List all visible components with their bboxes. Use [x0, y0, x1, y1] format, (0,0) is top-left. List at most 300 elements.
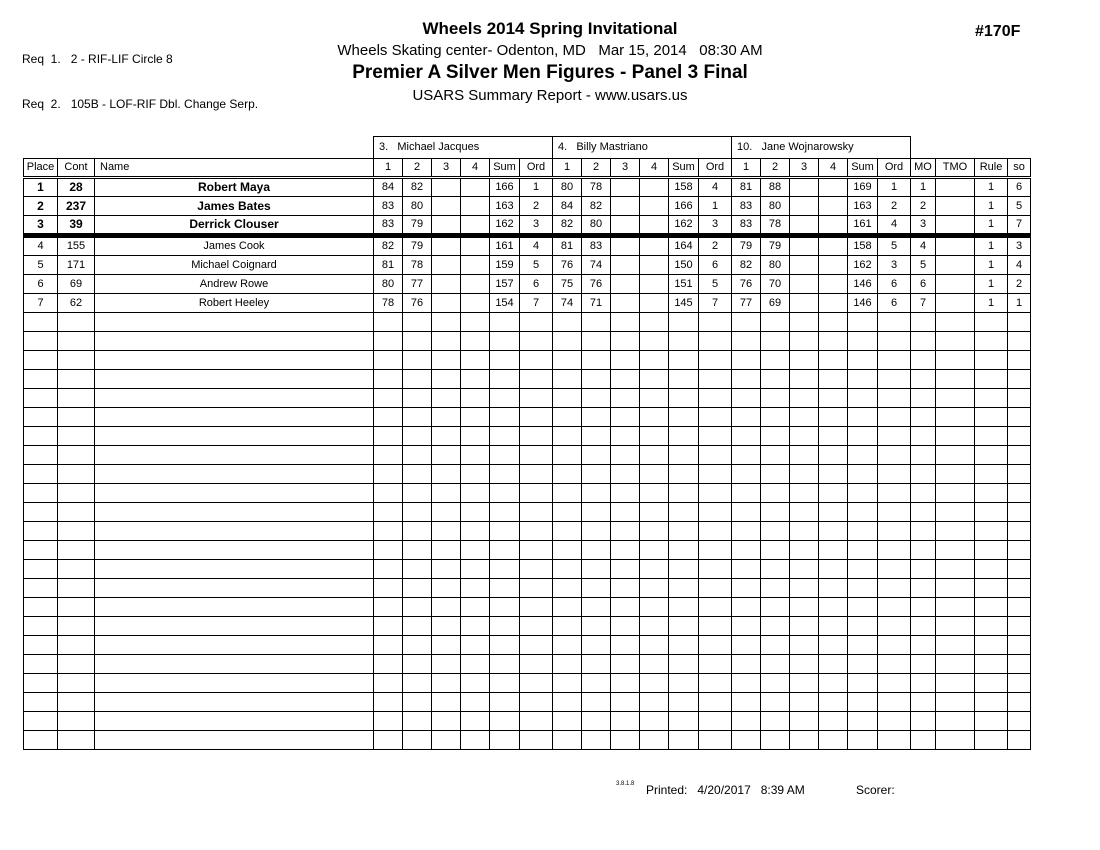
score-cell — [819, 408, 848, 427]
name-cell: Andrew Rowe — [95, 275, 374, 294]
score-cell: 78 — [761, 216, 790, 236]
score-cell — [790, 408, 819, 427]
score-cell — [403, 503, 432, 522]
score-cell — [611, 351, 640, 370]
score-cell — [461, 560, 490, 579]
score-cell — [819, 617, 848, 636]
score-cell — [582, 427, 611, 446]
ordinal-cell — [878, 389, 911, 408]
score-cell — [553, 484, 582, 503]
tmo-cell — [936, 674, 975, 693]
score-cell — [403, 674, 432, 693]
ordinal-cell — [520, 351, 553, 370]
score-cell — [732, 617, 761, 636]
score-cell — [761, 370, 790, 389]
header-j3-2: 2 — [761, 159, 790, 178]
sum-cell — [490, 465, 520, 484]
ordinal-cell: 4 — [699, 178, 732, 197]
score-cell — [461, 427, 490, 446]
sum-cell — [490, 503, 520, 522]
sum-cell: 163 — [490, 197, 520, 216]
sum-cell — [490, 655, 520, 674]
place-cell — [24, 446, 58, 465]
tmo-cell — [936, 197, 975, 216]
so-cell: 7 — [1008, 216, 1031, 236]
empty-table-row — [24, 731, 1031, 750]
score-cell — [461, 693, 490, 712]
score-cell: 88 — [761, 178, 790, 197]
score-cell — [403, 465, 432, 484]
score-cell — [403, 522, 432, 541]
place-cell — [24, 674, 58, 693]
name-cell — [95, 579, 374, 598]
score-cell — [640, 408, 669, 427]
score-cell — [461, 332, 490, 351]
place-cell — [24, 693, 58, 712]
score-cell — [640, 674, 669, 693]
ordinal-cell — [699, 389, 732, 408]
ordinal-cell — [520, 693, 553, 712]
score-cell — [790, 560, 819, 579]
header-j3-ord: Ord — [878, 159, 911, 178]
score-cell — [403, 484, 432, 503]
so-cell — [1008, 674, 1031, 693]
ordinal-cell — [520, 712, 553, 731]
score-cell — [403, 712, 432, 731]
score-cell — [432, 712, 461, 731]
ordinal-cell — [878, 731, 911, 750]
so-cell — [1008, 522, 1031, 541]
score-cell — [553, 731, 582, 750]
sum-cell: 146 — [848, 275, 878, 294]
name-cell — [95, 313, 374, 332]
score-cell: 81 — [553, 236, 582, 256]
name-cell — [95, 389, 374, 408]
cont-cell — [58, 674, 95, 693]
score-cell — [553, 636, 582, 655]
cont-cell: 237 — [58, 197, 95, 216]
score-cell — [611, 712, 640, 731]
score-cell — [553, 655, 582, 674]
ordinal-cell — [878, 693, 911, 712]
score-cell — [611, 503, 640, 522]
cont-cell — [58, 503, 95, 522]
name-cell — [95, 731, 374, 750]
score-cell: 79 — [761, 236, 790, 256]
ordinal-cell: 6 — [878, 294, 911, 313]
score-cell — [432, 408, 461, 427]
ordinal-cell — [520, 427, 553, 446]
empty-table-row — [24, 522, 1031, 541]
score-cell: 80 — [582, 216, 611, 236]
place-cell — [24, 313, 58, 332]
score-cell — [611, 522, 640, 541]
score-cell — [461, 617, 490, 636]
score-cell — [461, 256, 490, 275]
majority-ordinal-cell — [911, 427, 936, 446]
score-cell — [640, 598, 669, 617]
tmo-cell — [936, 579, 975, 598]
sum-cell — [669, 560, 699, 579]
score-cell — [553, 313, 582, 332]
rule-cell — [975, 636, 1008, 655]
ordinal-cell — [520, 389, 553, 408]
rule-cell — [975, 503, 1008, 522]
sum-cell — [669, 693, 699, 712]
score-cell — [374, 674, 403, 693]
ordinal-cell — [699, 541, 732, 560]
score-cell — [790, 674, 819, 693]
majority-ordinal-cell — [911, 389, 936, 408]
sum-cell — [669, 389, 699, 408]
rule-cell — [975, 712, 1008, 731]
table-row — [24, 216, 1031, 236]
ordinal-cell: 1 — [699, 197, 732, 216]
tmo-cell — [936, 522, 975, 541]
so-cell — [1008, 731, 1031, 750]
so-cell — [1008, 313, 1031, 332]
score-cell — [732, 636, 761, 655]
ordinal-cell — [699, 636, 732, 655]
results-table-body — [24, 178, 1031, 750]
score-cell — [553, 389, 582, 408]
score-cell — [611, 197, 640, 216]
score-cell — [553, 465, 582, 484]
score-cell — [582, 446, 611, 465]
score-cell: 79 — [403, 216, 432, 236]
ordinal-cell — [699, 503, 732, 522]
score-cell — [640, 636, 669, 655]
score-cell: 70 — [761, 275, 790, 294]
score-cell — [432, 636, 461, 655]
score-cell: 79 — [732, 236, 761, 256]
so-cell — [1008, 503, 1031, 522]
score-cell — [582, 465, 611, 484]
score-cell — [640, 236, 669, 256]
ordinal-cell — [878, 427, 911, 446]
header-j1-1: 1 — [374, 159, 403, 178]
ordinal-cell — [520, 674, 553, 693]
so-cell — [1008, 541, 1031, 560]
score-cell — [432, 731, 461, 750]
software-version: 3.8.1.8 — [616, 781, 635, 787]
score-cell — [432, 236, 461, 256]
score-cell: 69 — [761, 294, 790, 313]
sum-cell: 159 — [490, 256, 520, 275]
empty-table-row — [24, 693, 1031, 712]
sum-cell — [669, 579, 699, 598]
header-mo: MO — [911, 159, 936, 178]
header-j2-sum: Sum — [669, 159, 699, 178]
tmo-cell — [936, 313, 975, 332]
header-place: Place — [24, 159, 58, 178]
score-cell — [461, 294, 490, 313]
score-cell — [761, 427, 790, 446]
score-cell — [374, 427, 403, 446]
score-cell — [432, 332, 461, 351]
ordinal-cell — [520, 503, 553, 522]
score-cell — [374, 332, 403, 351]
score-cell: 82 — [374, 236, 403, 256]
venue-line: Wheels Skating center- Odenton, MD Mar 15, 2014 08:30 AM — [337, 42, 763, 59]
score-cell — [640, 522, 669, 541]
score-cell — [790, 655, 819, 674]
score-cell — [611, 636, 640, 655]
sum-cell — [490, 484, 520, 503]
ordinal-cell — [878, 712, 911, 731]
sum-cell — [669, 332, 699, 351]
req-line-2: Req 2. 105B - LOF-RIF Dbl. Change Serp. — [22, 97, 259, 111]
name-cell — [95, 693, 374, 712]
score-cell — [640, 465, 669, 484]
empty-table-row — [24, 579, 1031, 598]
score-cell — [732, 370, 761, 389]
sum-cell — [848, 579, 878, 598]
score-cell: 83 — [732, 197, 761, 216]
score-cell — [611, 427, 640, 446]
tmo-cell — [936, 408, 975, 427]
ordinal-cell: 6 — [520, 275, 553, 294]
score-cell — [790, 731, 819, 750]
score-cell: 83 — [374, 216, 403, 236]
sum-cell: 158 — [848, 236, 878, 256]
name-cell: Robert Maya — [95, 178, 374, 197]
ordinal-cell — [699, 408, 732, 427]
score-cell: 76 — [553, 256, 582, 275]
score-cell — [553, 712, 582, 731]
name-cell — [95, 655, 374, 674]
cont-cell — [58, 465, 95, 484]
ordinal-cell — [520, 446, 553, 465]
score-cell — [374, 655, 403, 674]
score-cell — [819, 313, 848, 332]
score-cell — [582, 351, 611, 370]
ordinal-cell — [878, 598, 911, 617]
score-cell: 84 — [553, 197, 582, 216]
score-cell — [374, 313, 403, 332]
score-cell — [403, 617, 432, 636]
score-cell — [761, 332, 790, 351]
ordinal-cell — [699, 560, 732, 579]
score-cell: 76 — [582, 275, 611, 294]
cont-cell — [58, 712, 95, 731]
tmo-cell — [936, 351, 975, 370]
header-j2-4: 4 — [640, 159, 669, 178]
score-cell — [582, 503, 611, 522]
score-cell — [611, 275, 640, 294]
score-cell — [582, 332, 611, 351]
column-header-row — [24, 159, 1031, 178]
score-cell — [461, 484, 490, 503]
majority-ordinal-cell — [911, 332, 936, 351]
score-cell — [432, 370, 461, 389]
ordinal-cell — [699, 617, 732, 636]
empty-table-row — [24, 598, 1031, 617]
header-j2-1: 1 — [553, 159, 582, 178]
score-cell — [790, 712, 819, 731]
score-cell — [553, 408, 582, 427]
score-cell — [461, 712, 490, 731]
score-cell — [611, 294, 640, 313]
cont-cell: 171 — [58, 256, 95, 275]
score-cell — [432, 427, 461, 446]
score-cell: 78 — [374, 294, 403, 313]
tmo-cell — [936, 503, 975, 522]
ordinal-cell — [699, 351, 732, 370]
score-cell — [611, 178, 640, 197]
event-number: #170F — [975, 23, 1021, 40]
score-cell — [461, 351, 490, 370]
req-line-1: Req 1. 2 - RIF-LIF Circle 8 — [22, 52, 173, 66]
tmo-cell — [936, 236, 975, 256]
rule-cell — [975, 674, 1008, 693]
score-cell — [761, 522, 790, 541]
so-cell — [1008, 484, 1031, 503]
score-cell — [432, 389, 461, 408]
majority-ordinal-cell — [911, 560, 936, 579]
rule-cell: 1 — [975, 236, 1008, 256]
cont-cell — [58, 389, 95, 408]
cont-cell — [58, 446, 95, 465]
sum-cell: 162 — [490, 216, 520, 236]
judge-row-blank-left — [24, 137, 374, 159]
score-cell — [790, 579, 819, 598]
score-cell: 75 — [553, 275, 582, 294]
score-cell — [374, 522, 403, 541]
majority-ordinal-cell — [911, 674, 936, 693]
empty-table-row — [24, 712, 1031, 731]
sum-cell: 163 — [848, 197, 878, 216]
empty-table-row — [24, 332, 1031, 351]
majority-ordinal-cell: 2 — [911, 197, 936, 216]
score-cell — [582, 579, 611, 598]
so-cell — [1008, 560, 1031, 579]
score-cell — [761, 484, 790, 503]
sum-cell — [848, 541, 878, 560]
tmo-cell — [936, 617, 975, 636]
sum-cell — [490, 560, 520, 579]
judge-header-row — [24, 137, 1031, 159]
ordinal-cell: 1 — [878, 178, 911, 197]
score-cell — [732, 541, 761, 560]
name-cell — [95, 408, 374, 427]
score-cell — [553, 503, 582, 522]
sum-cell — [490, 731, 520, 750]
sum-cell: 161 — [490, 236, 520, 256]
score-cell — [374, 370, 403, 389]
sum-cell — [490, 541, 520, 560]
score-cell — [432, 178, 461, 197]
sum-cell — [490, 579, 520, 598]
place-cell — [24, 484, 58, 503]
score-cell — [582, 408, 611, 427]
majority-ordinal-cell — [911, 484, 936, 503]
ordinal-cell — [878, 446, 911, 465]
score-cell — [732, 351, 761, 370]
ordinal-cell — [520, 655, 553, 674]
score-cell — [374, 484, 403, 503]
score-cell — [432, 256, 461, 275]
place-cell — [24, 503, 58, 522]
score-cell — [819, 446, 848, 465]
ordinal-cell — [878, 579, 911, 598]
ordinal-cell — [878, 484, 911, 503]
rule-cell — [975, 446, 1008, 465]
score-cell: 81 — [374, 256, 403, 275]
sum-cell: 162 — [848, 256, 878, 275]
score-cell — [403, 541, 432, 560]
rule-cell: 1 — [975, 178, 1008, 197]
score-cell — [732, 655, 761, 674]
tmo-cell — [936, 731, 975, 750]
score-cell — [461, 636, 490, 655]
header-name: Name — [95, 159, 374, 178]
score-cell — [790, 693, 819, 712]
score-cell — [640, 541, 669, 560]
sum-cell — [669, 712, 699, 731]
cont-cell — [58, 408, 95, 427]
score-cell — [582, 617, 611, 636]
rule-cell: 1 — [975, 256, 1008, 275]
score-cell — [374, 598, 403, 617]
event-title: Wheels 2014 Spring Invitational — [422, 19, 678, 38]
score-cell — [790, 541, 819, 560]
judge-header-1: 3. Michael Jacques — [374, 137, 553, 159]
empty-table-row — [24, 560, 1031, 579]
score-cell: 83 — [732, 216, 761, 236]
rule-cell — [975, 731, 1008, 750]
score-cell — [761, 693, 790, 712]
sum-cell — [669, 313, 699, 332]
ordinal-cell — [699, 731, 732, 750]
score-cell — [432, 579, 461, 598]
score-cell — [640, 484, 669, 503]
ordinal-cell: 2 — [699, 236, 732, 256]
table-row — [24, 236, 1031, 256]
header-j1-4: 4 — [461, 159, 490, 178]
ordinal-cell — [878, 541, 911, 560]
so-cell — [1008, 465, 1031, 484]
majority-ordinal-cell: 4 — [911, 236, 936, 256]
tmo-cell — [936, 427, 975, 446]
ordinal-cell — [520, 598, 553, 617]
majority-ordinal-cell: 7 — [911, 294, 936, 313]
sum-cell — [669, 446, 699, 465]
score-cell — [553, 674, 582, 693]
ordinal-cell: 7 — [520, 294, 553, 313]
place-cell — [24, 617, 58, 636]
score-cell — [732, 503, 761, 522]
name-cell — [95, 427, 374, 446]
ordinal-cell — [878, 617, 911, 636]
empty-table-row — [24, 541, 1031, 560]
report-line: USARS Summary Report - www.usars.us — [412, 87, 688, 104]
score-cell — [461, 236, 490, 256]
tmo-cell — [936, 693, 975, 712]
score-cell — [732, 579, 761, 598]
score-cell — [461, 598, 490, 617]
tmo-cell — [936, 275, 975, 294]
score-cell — [374, 465, 403, 484]
score-cell — [611, 579, 640, 598]
score-cell — [461, 178, 490, 197]
rule-cell — [975, 598, 1008, 617]
score-cell — [790, 522, 819, 541]
score-cell — [819, 579, 848, 598]
score-cell — [461, 197, 490, 216]
tmo-cell — [936, 178, 975, 197]
tmo-cell — [936, 332, 975, 351]
